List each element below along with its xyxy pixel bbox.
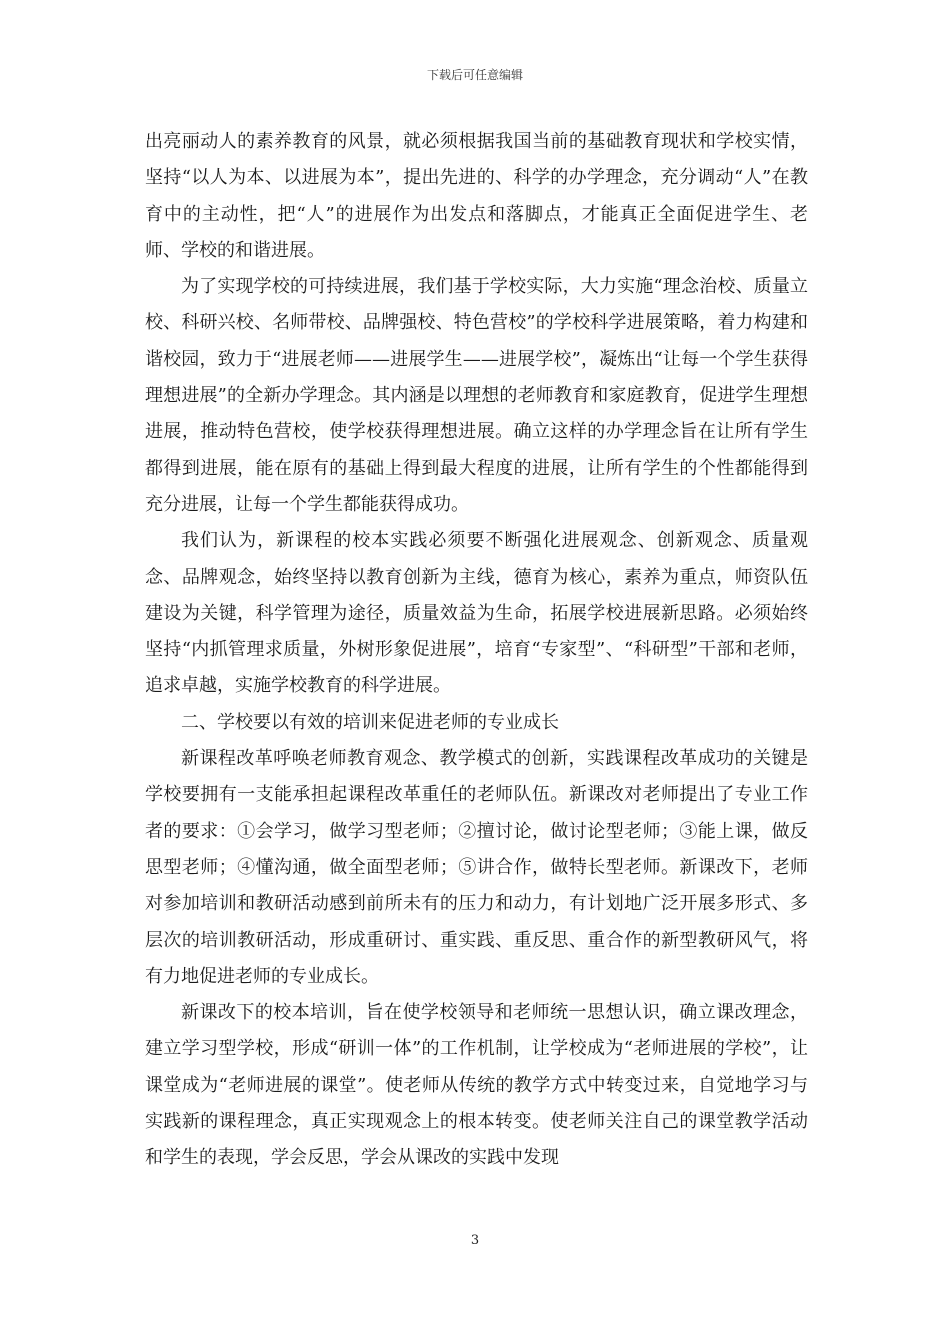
page-header: 下载后可任意编辑 xyxy=(426,68,523,82)
paragraph-5: 新课改下的校本培训，旨在使学校领导和老师统一思想认识，确立课改理念，建立学习型学校，形成“研训一体”的工作机制，让学校成为“老师进展的学校”，让课堂成为“老师进展的课堂”。使老师从传统的教学方式中转变过来，自觉地学习与实践新的课程理念，真正实现观念上的根本转变。使老师关注自己的课堂教学活动和学生的表现，学会反思，学会从课改的实践中发现 xyxy=(145,1002,808,1169)
page-number: 3 xyxy=(470,1233,480,1248)
paragraph-1: 出亮丽动人的素养教育的风景，就必须根据我国当前的基础教育现状和学校实情，坚持“以人为本、以进展为本”，提出先进的、科学的办学理念，充分调动“人”在教育中的主动性，把“人”的进展作为出发点和落脚点，才能真正全面促进学生、老师、学校的和谐进展。 xyxy=(145,131,808,261)
paragraph-2: 为了实现学校的可持续进展，我们基于学校实际，大力实施“理念治校、质量立校、科研兴校、名师带校、品牌强校、特色营校”的学校科学进展策略，着力构建和谐校园，致力于“进展老师——进展学生——进展学校”，凝炼出“让每一个学生获得理想进展”的全新办学理念。其内涵是以理想的老师教育和家庭教育，促进学生理想进展，推动特色营校，使学校获得理想进展。确立这样的办学理念旨在让所有学生都得到进展，能在原有的基础上得到最大程度的进展，让所有学生的个性都能得到充分进展，让每一个学生都能获得成功。 xyxy=(145,276,808,515)
document-body xyxy=(145,124,808,1177)
paragraph-4: 新课程改革呼唤老师教育观念、教学模式的创新，实践课程改革成功的关键是学校要拥有一支能承担起课程改革重任的老师队伍。新课改对老师提出了专业工作者的要求：①会学习，做学习型老师；②擅讨论，做讨论型老师；③能上课，做反思型老师；④懂沟通，做全面型老师；⑤讲合作，做特长型老师。新课改下，老师对参加培训和教研活动感到前所未有的压力和动力，有计划地广泛开展多形式、多层次的培训教研活动，形成重研讨、重实践、重反思、重合作的新型教研风气，将有力地促进老师的专业成长。 xyxy=(145,748,808,987)
section-heading: 二、学校要以有效的培训来促进老师的专业成长 xyxy=(181,711,559,733)
paragraph-3: 我们认为，新课程的校本实践必须要不断强化进展观念、创新观念、质量观念、品牌观念，始终坚持以教育创新为主线，德育为核心，素养为重点，师资队伍建设为关键，科学管理为途径，质量效益为生命，拓展学校进展新思路。必须始终坚持“内抓管理求质量，外树形象促进展”，培育“专家型”、“科研型”干部和老师，追求卓越，实施学校教育的科学进展。 xyxy=(145,530,808,697)
